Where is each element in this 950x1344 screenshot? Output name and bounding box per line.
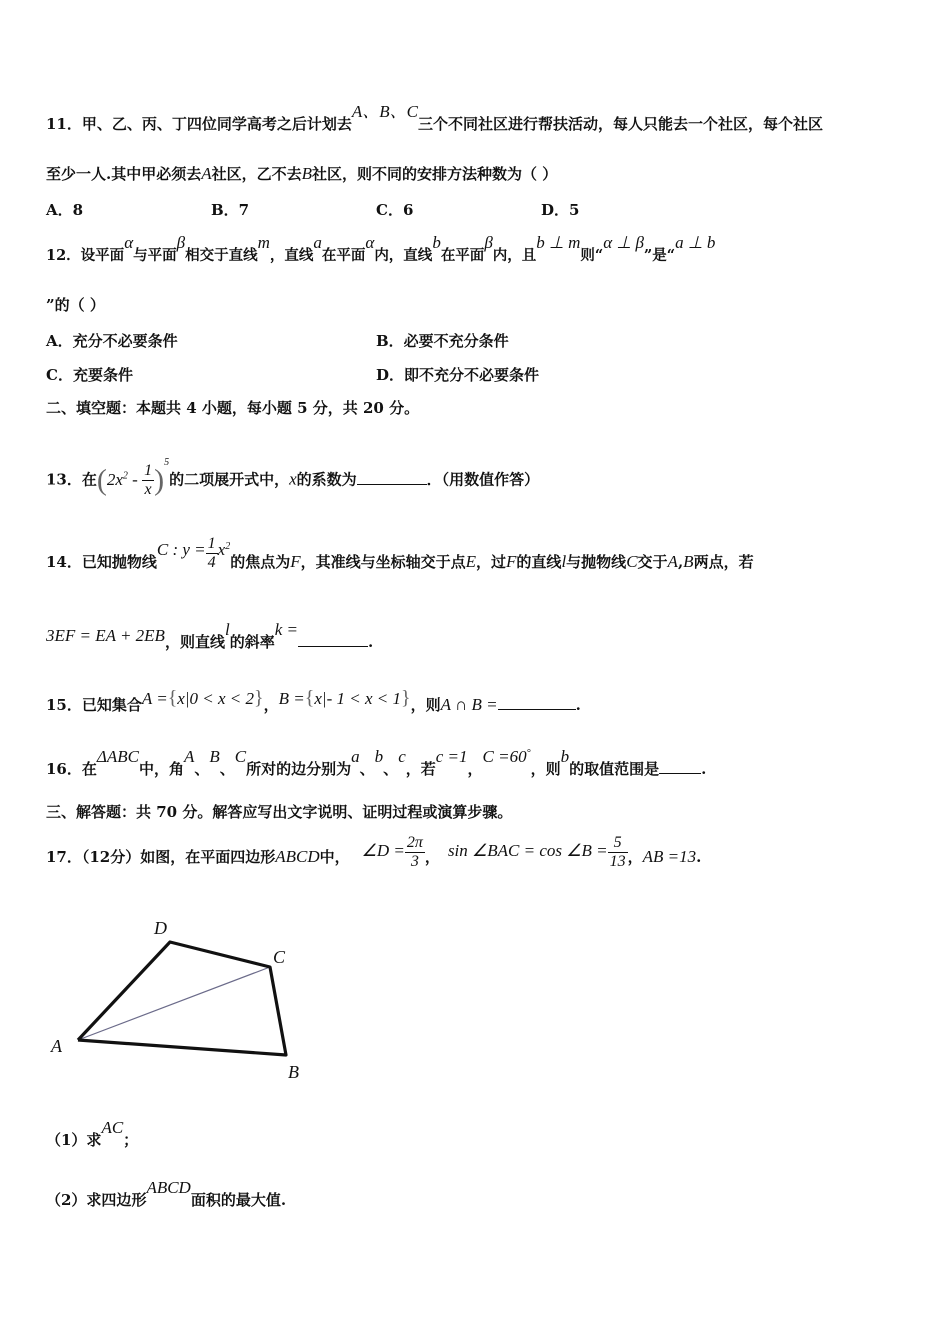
q12-math: a [313, 233, 322, 252]
q12-math: α ⊥ β [603, 233, 644, 252]
q14-math: E [465, 552, 477, 571]
q11-option-c: C．6 [376, 201, 414, 219]
q16-math: C [234, 747, 247, 766]
q12-math: α [365, 233, 375, 252]
q11-option-d: D．5 [541, 201, 580, 219]
q11-option-b: B．7 [211, 201, 250, 219]
q16-math: B [209, 747, 220, 766]
q14-text: 两点，若 [693, 553, 754, 571]
left-brace: { [167, 687, 178, 709]
q14-math: l [561, 552, 567, 571]
q16-text: 、 [383, 760, 399, 778]
q16-math: b [374, 747, 384, 766]
q15-math: A ∩ B = [440, 695, 498, 714]
frac-num: 1 [207, 534, 216, 552]
q14-text: 的直线 [516, 553, 562, 571]
q16-text: 所对的边分别为 [246, 760, 352, 778]
q11-option-a: A．8 [46, 201, 84, 219]
q11-text: 至少一人.其中甲必须去 [46, 165, 202, 183]
q12-option-b: B．必要不充分条件 [376, 332, 509, 350]
q17-math: ABCD [275, 847, 320, 866]
q15-line [46, 687, 581, 715]
q17-text: ， [424, 848, 440, 866]
q12-option-c: C．充要条件 [46, 366, 133, 384]
q11-math: A [201, 164, 212, 183]
q12-text: 在平面 [440, 247, 485, 264]
q14-text: ，其准线与坐标轴交于点 [300, 553, 466, 571]
q12-text: 与平面 [133, 247, 177, 264]
q16-line [46, 747, 707, 779]
q13-math: x [289, 469, 297, 489]
q17-line [46, 832, 701, 882]
section3-heading: 三、解答题：共 70 分。解答应写出文字说明、证明过程或演算步骤。 [46, 803, 513, 821]
q12-math: b [432, 233, 441, 252]
q12-option-d: D．即不充分不必要条件 [376, 366, 540, 384]
q14-text: . [368, 633, 374, 651]
q12-text: 内，直线 [374, 247, 433, 264]
q16-math: A [183, 747, 195, 766]
q12-math: b ⊥ m [536, 233, 581, 252]
q17-fraction-2pi-3 [405, 834, 425, 871]
q12-text: 内，且 [492, 247, 537, 264]
vertex-label-a: A [51, 1036, 62, 1056]
quadrilateral-outline [78, 942, 286, 1055]
q14-text: 14．已知抛物线 [46, 553, 157, 571]
q12-text: ，直线 [269, 247, 314, 264]
q16-text: 、 [219, 760, 235, 778]
q13-text: 的二项展开式中， [169, 470, 290, 489]
q11-line2 [46, 164, 557, 184]
q16-text: . [701, 760, 707, 778]
q14-math: C : y = [156, 540, 206, 559]
q15-text: . [575, 696, 581, 714]
q16-math: b [560, 747, 570, 766]
frac-den: 3 [410, 852, 419, 870]
q14-fraction [206, 535, 218, 572]
q17-text: 17．（12分）如图，在平面四边形 [46, 848, 276, 866]
q11-text: 社区，则不同的安排方法种数为（ ） [312, 165, 558, 183]
q11-math: B [301, 164, 313, 183]
answer-blank[interactable] [298, 634, 368, 647]
q14-text: 的斜率 [229, 633, 275, 651]
left-paren: ( [96, 463, 107, 497]
q14-text: 交于 [637, 553, 668, 571]
q14-exp: 2 [225, 541, 231, 552]
q16-text: 、 [359, 760, 375, 778]
q16-text: ，若 [405, 760, 436, 778]
q12-math: m [257, 233, 270, 252]
q14-math: B [683, 552, 694, 571]
q17-math: AB =13 [642, 847, 697, 866]
q13-text: 的系数为 [296, 470, 357, 489]
frac-num: 5 [608, 834, 628, 853]
q17-text: （1）求 [46, 1131, 102, 1149]
q12-text: ”是“ [643, 247, 676, 264]
vertex-label-b: B [288, 1062, 299, 1082]
q12-math: β [484, 233, 493, 252]
q17-text: ； [123, 1131, 139, 1149]
quadrilateral-figure [40, 910, 340, 1090]
q13-text: ．（用数值作答） [426, 470, 540, 489]
q12-option-a: A．充分不必要条件 [46, 332, 178, 350]
frac-den: x [144, 481, 152, 499]
q15-math: x|0 < x < 2 [177, 689, 255, 708]
q17-text: . [696, 848, 702, 866]
q14-text: ，则直线 [164, 633, 225, 651]
q15-math: A = [141, 689, 168, 708]
vertex-label-c: C [273, 947, 286, 967]
left-brace: { [304, 687, 315, 709]
q17-part2 [46, 1178, 287, 1210]
q17-text: 面积的最大值. [190, 1191, 287, 1209]
q14-math: k = [274, 620, 298, 639]
q14-math: F [506, 552, 517, 571]
q12-text: 相交于直线 [185, 247, 258, 264]
q17-text: （2）求四边形 [46, 1191, 147, 1209]
q15-text: ， [263, 696, 279, 714]
q15-math: B = [278, 689, 305, 708]
q17-math: sin ∠BAC = cos ∠B = [447, 841, 608, 860]
q16-text: ， [467, 760, 483, 778]
q14-math: x [217, 540, 226, 559]
q14-line2 [46, 620, 374, 652]
q12-line2: ”的（ ） [46, 296, 105, 314]
q11-line1 [46, 102, 824, 134]
frac-den: 4 [207, 553, 216, 571]
q12-math: β [176, 233, 186, 252]
q17-part1 [46, 1118, 139, 1150]
q11-text: 三个不同社区进行帮扶活动，每人只能去一个社区，每个社区 [418, 115, 824, 133]
q11-text: 11．甲、乙、丙、丁四位同学高考之后计划去 [46, 115, 352, 133]
q14-text: 与抛物线 [566, 553, 627, 571]
q16-math: c [398, 747, 406, 766]
q16-math: C =60 [482, 747, 527, 766]
q13-exp: 2 [122, 470, 128, 481]
q16-text: 16．在 [46, 760, 97, 778]
answer-blank[interactable] [498, 697, 576, 710]
q14-text: 的焦点为 [230, 553, 291, 571]
q16-math: c =1 [435, 747, 468, 766]
q14-line1 [46, 534, 754, 587]
q17-text: 中， [319, 848, 350, 866]
q17-math: AC [101, 1118, 124, 1137]
q13-math: 2x [106, 469, 123, 489]
section2-heading: 二、填空题：本题共 4 小题，每小题 5 分，共 20 分。 [46, 399, 420, 417]
q12-math: α [124, 233, 134, 252]
diagonal-ac [78, 967, 270, 1040]
answer-blank[interactable] [357, 472, 427, 485]
q14-math: l [224, 620, 230, 639]
q16-math: ° [526, 748, 531, 759]
q17-text: ， [627, 848, 643, 866]
q13-power: 5 [164, 456, 170, 468]
q14-math: C [626, 552, 638, 571]
q17-fraction-5-13 [608, 834, 628, 871]
q17-math: ∠D = [361, 841, 405, 860]
right-brace: } [254, 687, 264, 709]
q14-text: , [677, 553, 684, 571]
q12-math: a ⊥ b [675, 233, 716, 252]
q16-math: a [351, 747, 360, 766]
q15-text: 15．已知集合 [46, 696, 142, 714]
q14-text: ，过 [476, 553, 507, 571]
q12-text: 则“ [580, 247, 604, 264]
q13-math: - [127, 469, 143, 489]
q12-text: 在平面 [321, 247, 366, 264]
q12-text: 12．设平面 [46, 247, 125, 264]
q11-text: 社区，乙不去 [211, 165, 302, 183]
q17-math: ABCD [146, 1178, 191, 1197]
q15-math: x|- 1 < x < 1 [314, 689, 401, 708]
q13-fraction [142, 462, 154, 499]
answer-blank[interactable] [659, 761, 701, 774]
q16-math: ΔABC [96, 747, 139, 766]
frac-num: 2π [406, 833, 423, 851]
q12-line1 [46, 233, 716, 266]
q14-math: 3EF = EA + 2EB [46, 626, 165, 645]
right-paren: ) [154, 463, 165, 497]
q14-math: F [290, 552, 301, 571]
right-brace: } [400, 687, 411, 709]
q16-text: 、 [194, 760, 210, 778]
q13-line [46, 454, 539, 503]
q16-text: 的取值范围是 [569, 760, 660, 778]
q13-text: 13．在 [46, 470, 97, 489]
frac-den: 13 [609, 852, 626, 870]
frac-num: 1 [144, 462, 153, 480]
q11-math-abc: A、B、C [351, 102, 418, 121]
q15-text: ，则 [410, 696, 441, 714]
q14-math: A [667, 552, 678, 571]
q16-text: 中，角 [138, 760, 184, 778]
vertex-label-d: D [154, 918, 167, 938]
q16-text: ，则 [530, 760, 561, 778]
